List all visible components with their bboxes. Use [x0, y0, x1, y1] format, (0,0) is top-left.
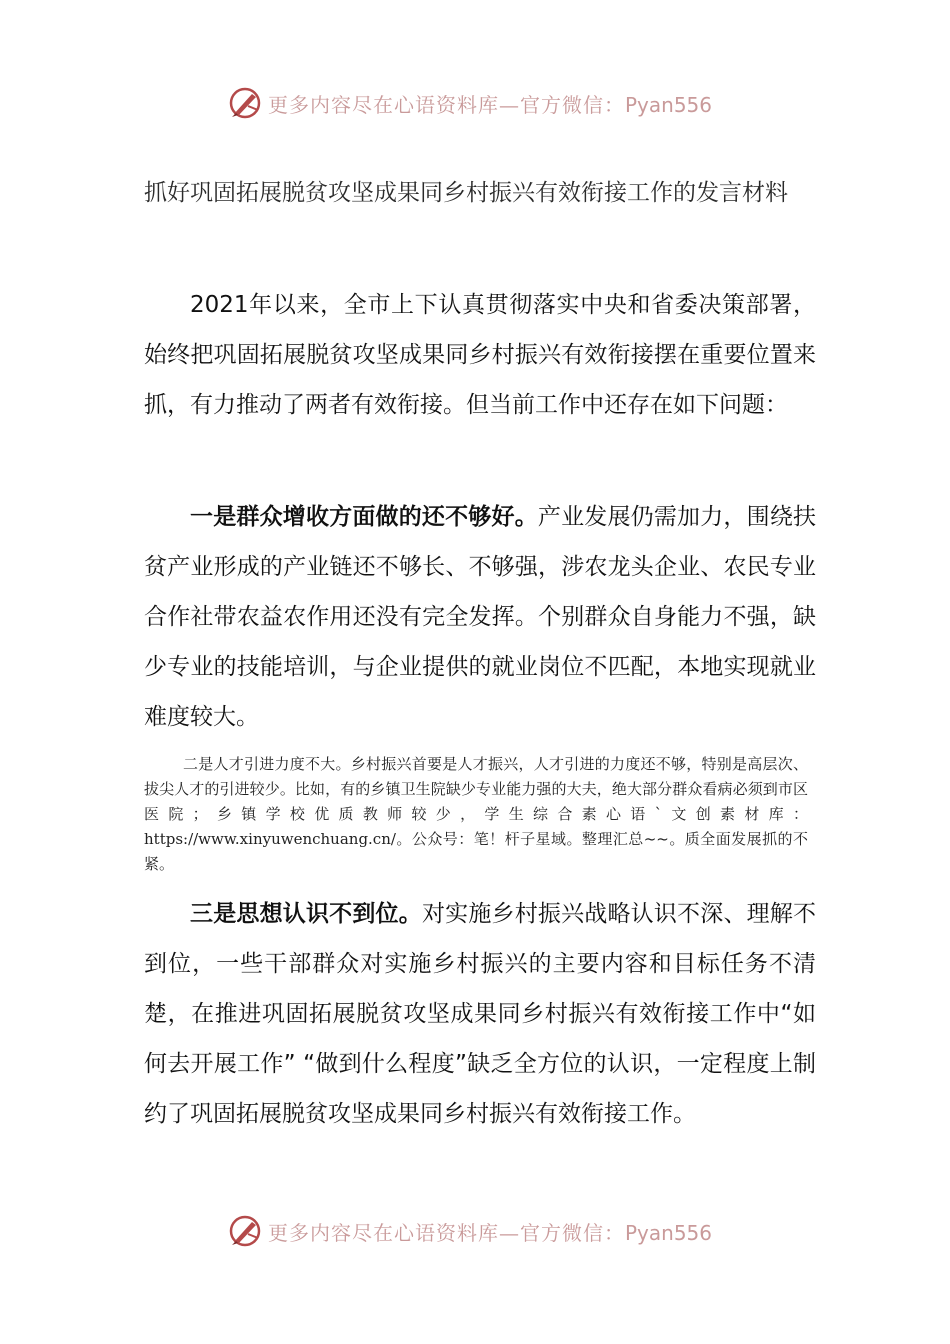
issue-two-text-tail: 。公众号：笔！杆子星域。整理汇总~~。质全面发展抓的不紧。	[144, 830, 808, 873]
intro-paragraph: 2021年以来，全市上下认真贯彻落实中央和省委决策部署，始终把巩固拓展脱贫攻坚成果同乡村振兴有效衔接摆在重要位置来抓，有力推动了两者有效衔接。但当前工作中还存在如下问题：	[144, 292, 816, 418]
issue-one-body: 产业发展仍需加力，围绕扶贫产业形成的产业链还不够长、不够强，涉农龙头企业、农民专业合作社带农益农作用还没有完全发挥。个别群众自身能力不强，缺少专业的技能培训，与企业提供的就业岗位不匹配，本地实现就业难度较大。	[144, 504, 817, 730]
pen-circle-logo-icon	[228, 1214, 262, 1248]
issue-three-paragraph	[144, 889, 816, 1139]
issue-two-paragraph	[144, 752, 808, 877]
issue-one-paragraph	[144, 492, 816, 742]
issue-two-text: 二是人才引进力度不大。乡村振兴首要是人才振兴，人才引进的力度还不够，特别是高层次、拔尖人才的引进较少。比如，有的乡镇卫生院缺少专业能力强的大夫，绝大部分群众看病必须到市区医院；乡镇学校优质教师较少，学生综合素心语`文创素材库：	[144, 755, 808, 823]
pen-circle-logo-icon	[228, 86, 262, 120]
document-title: 抓好巩固拓展脱贫攻坚成果同乡村振兴有效衔接工作的发言材料	[144, 180, 788, 206]
wechat-handle: Pyan556	[625, 92, 713, 117]
header-banner	[228, 83, 712, 123]
issue-three-body: 对实施乡村振兴战略认识不深、理解不到位，一些干部群众对实施乡村振兴的主要内容和目标任务不清楚，在推进巩固拓展脱贫攻坚成果同乡村振兴有效衔接工作中“如何去开展工作” “做到什么程度”缺乏全方位的认识，一定程度上制约了巩固拓展脱贫攻坚成果同乡村振兴有效衔接工作。	[144, 901, 817, 1127]
banner-text: 更多内容尽在心语资料库—官方微信：Pyan556	[268, 1220, 713, 1245]
footer-banner	[228, 1211, 712, 1251]
website-link[interactable]: https://www.xinyuwenchuang.cn/	[144, 830, 396, 848]
wechat-handle: Pyan556	[625, 1220, 713, 1245]
issue-one-heading: 一是群众增收方面做的还不够好。	[190, 504, 538, 530]
issue-three-heading: 三是思想认识不到位。	[190, 901, 422, 927]
banner-text: 更多内容尽在心语资料库—官方微信：Pyan556	[268, 92, 713, 117]
